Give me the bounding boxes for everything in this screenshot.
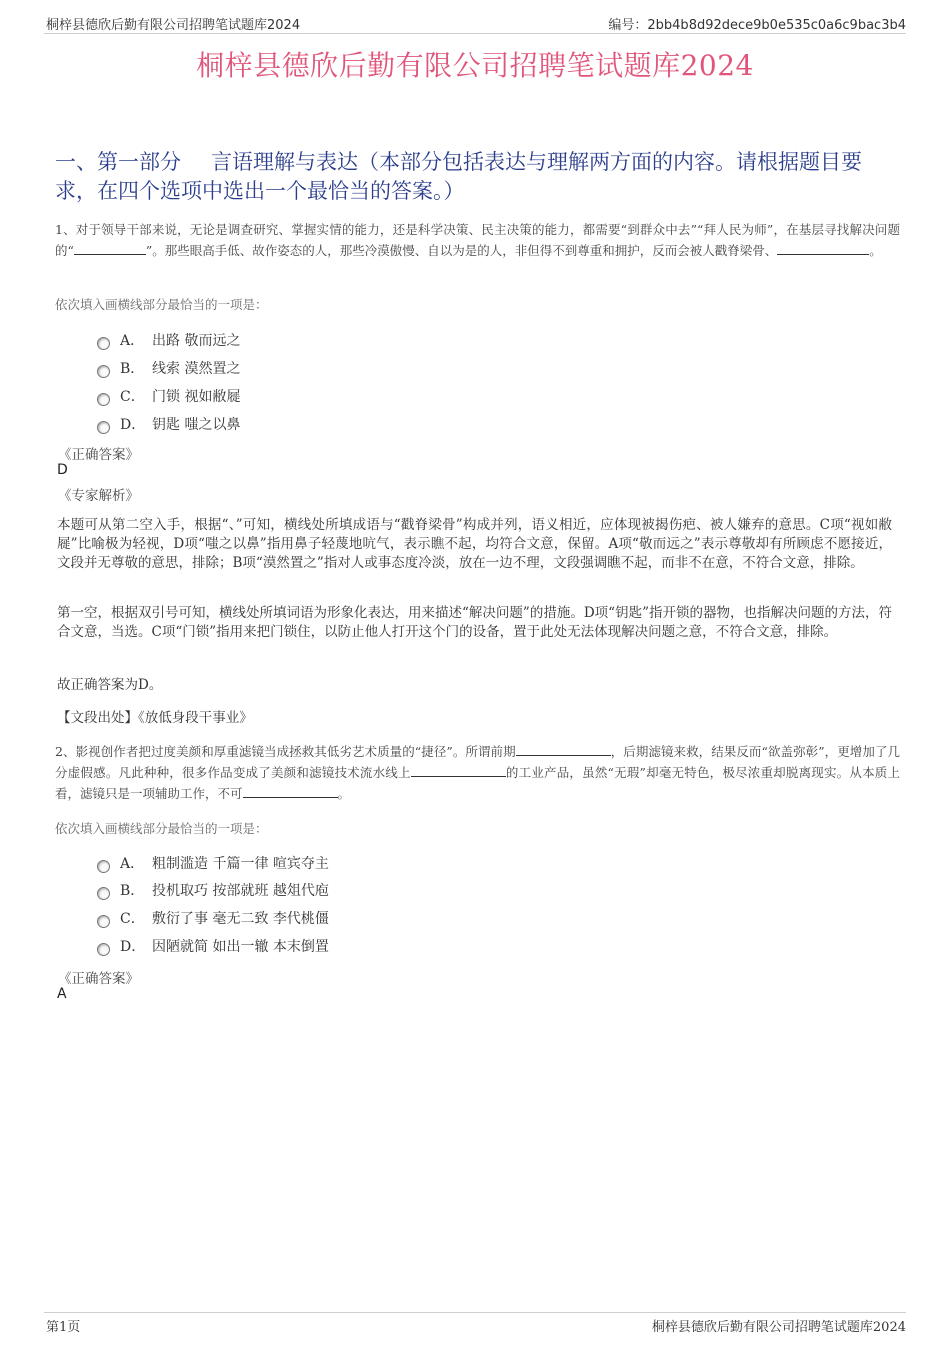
answer-blank [74, 241, 146, 255]
analysis-paragraph: 第一空，根据双引号可知，横线处所填词语为形象化表达，用来描述“解决问题”的措施。D项“钥匙”指开锁的器物，也指解决问题的方法，符合文意，当选。C项“门锁”指用来把门锁住，以防止他人打开这个门的设备，置于此处无法体现解决问题之意，不符合文意，排除。 [57, 605, 892, 640]
page-number: 第1页 [46, 1320, 81, 1335]
question-2-option-d[interactable] [97, 936, 329, 956]
section-part: 一、第一部分 [55, 150, 181, 174]
radio-button[interactable] [97, 393, 110, 406]
option-letter: D． [120, 417, 146, 433]
radio-button[interactable] [97, 365, 110, 378]
option-text: 敷衍了事 毫无二致 李代桃僵 [152, 911, 329, 927]
question-2-text [55, 741, 900, 804]
option-text: 门锁 视如敝屣 [152, 389, 241, 405]
option-letter: D． [120, 939, 146, 955]
question-2-option-a[interactable] [97, 853, 329, 873]
radio-button[interactable] [97, 337, 110, 350]
answer-blank [777, 241, 869, 255]
header-doc-number: 编号：2bb4b8d92dece9b0e535c0a6c9bac3b4 [608, 18, 906, 33]
header-divider [44, 33, 906, 34]
question-1-answer-label: 《正确答案》 [58, 447, 139, 463]
section-heading [55, 148, 895, 206]
question-1-text-part-b: ”。那些眼高手低、故作姿态的人，那些冷漠傲慢、自以为是的人，非但得不到尊重和拥护，反而会被人戳脊梁骨、 [145, 243, 778, 258]
question-2-text-part-a: 2、影视创作者把过度美颜和厚重滤镜当成拯救其低劣艺术质量的“捷径”。所谓前期 [55, 744, 516, 759]
analysis-conclusion: 故正确答案为D。 [57, 677, 163, 693]
option-letter: B． [120, 361, 145, 377]
option-letter: C． [120, 389, 145, 405]
section-description: 言语理解与表达（本部分包括表达与理解两方面的内容。请根据题目要求，在四个选项中选出一个最恰当的答案。） [55, 150, 862, 203]
question-1-prompt: 依次填入画横线部分最恰当的一项是： [55, 297, 268, 312]
option-letter: B． [120, 883, 145, 899]
answer-blank [411, 763, 506, 777]
question-2-prompt: 依次填入画横线部分最恰当的一项是： [55, 821, 268, 836]
answer-blank [243, 784, 338, 798]
question-1-source: 【文段出处】《放低身段干事业》 [57, 710, 253, 726]
footer-title: 桐梓县德欣后勤有限公司招聘笔试题库2024 [651, 1320, 906, 1335]
option-text: 粗制滥造 千篇一律 喧宾夺主 [152, 856, 329, 872]
footer-divider [44, 1312, 906, 1313]
option-letter: C． [120, 911, 145, 927]
question-1-text-part-a: 1、对于领导干部来说，无论是调查研究、掌握实情的能力，还是科学决策、民主决策的能力，都需要“到群众中去”“拜人民为师”，在基层寻找解决问题的“ [55, 222, 900, 258]
question-2-option-c[interactable] [97, 908, 329, 928]
header-left: 桐梓县德欣后勤有限公司招聘笔试题库2024 [46, 18, 301, 33]
question-2-option-b[interactable] [97, 880, 329, 900]
question-1-option-a[interactable] [97, 330, 240, 350]
answer-blank [516, 742, 611, 756]
question-2-text-part-d: 。 [337, 786, 351, 801]
question-1-option-b[interactable] [97, 358, 240, 378]
option-text: 投机取巧 按部就班 越俎代庖 [152, 883, 329, 899]
document-title: 桐梓县德欣后勤有限公司招聘笔试题库2024 [196, 49, 754, 82]
question-1-option-d[interactable] [97, 414, 240, 434]
question-1-text-part-c: 。 [869, 243, 882, 258]
radio-button[interactable] [97, 421, 110, 434]
question-2-answer-label: 《正确答案》 [58, 971, 139, 987]
question-1-text [55, 219, 900, 261]
question-1-option-c[interactable] [97, 386, 240, 406]
question-1-answer: D [57, 462, 68, 478]
radio-button[interactable] [97, 915, 110, 928]
option-text: 出路 敬而远之 [152, 333, 241, 349]
analysis-paragraph: 本题可从第二空入手，根据“、”可知，横线处所填成语与“戳脊梁骨”构成并列，语义相近，应体现被揭伤疤、被人嫌弃的意思。C项“视如敝屣”比喻极为轻视，D项“嗤之以鼻”指用鼻子轻蔑地吭气，表示瞧不起，均符合文意，保留。A项“敬而远之”表示尊敬却有所顾虑不愿接近，文段并无尊敬的意思，排除；B项“漠然置之”指对人或事态度冷淡，放在一边不理，文段强调瞧不起，而非不在意，不符合文意，排除。 [57, 517, 892, 571]
question-2-text-part-b: ，后期滤镜来救，结果反而“欲盖弥彰”，更增加了几分虚假感。凡此种种，很多作品变成了美颜和滤镜技术流水线上 [55, 744, 900, 780]
option-text: 线索 漠然置之 [152, 361, 241, 377]
radio-button[interactable] [97, 860, 110, 873]
question-2-answer: A [57, 986, 67, 1002]
radio-button[interactable] [97, 887, 110, 900]
option-letter: A． [120, 333, 145, 349]
option-letter: A． [120, 856, 145, 872]
option-text: 钥匙 嗤之以鼻 [152, 417, 241, 433]
radio-button[interactable] [97, 943, 110, 956]
question-2-text-part-c: 的工业产品，虽然“无瑕”却毫无特色，极尽浓重却脱离现实。从本质上看，滤镜只是一项辅助工作，不可 [55, 765, 900, 801]
question-1-analysis-label: 《专家解析》 [58, 488, 139, 504]
option-text: 因陋就简 如出一辙 本末倒置 [152, 939, 329, 955]
